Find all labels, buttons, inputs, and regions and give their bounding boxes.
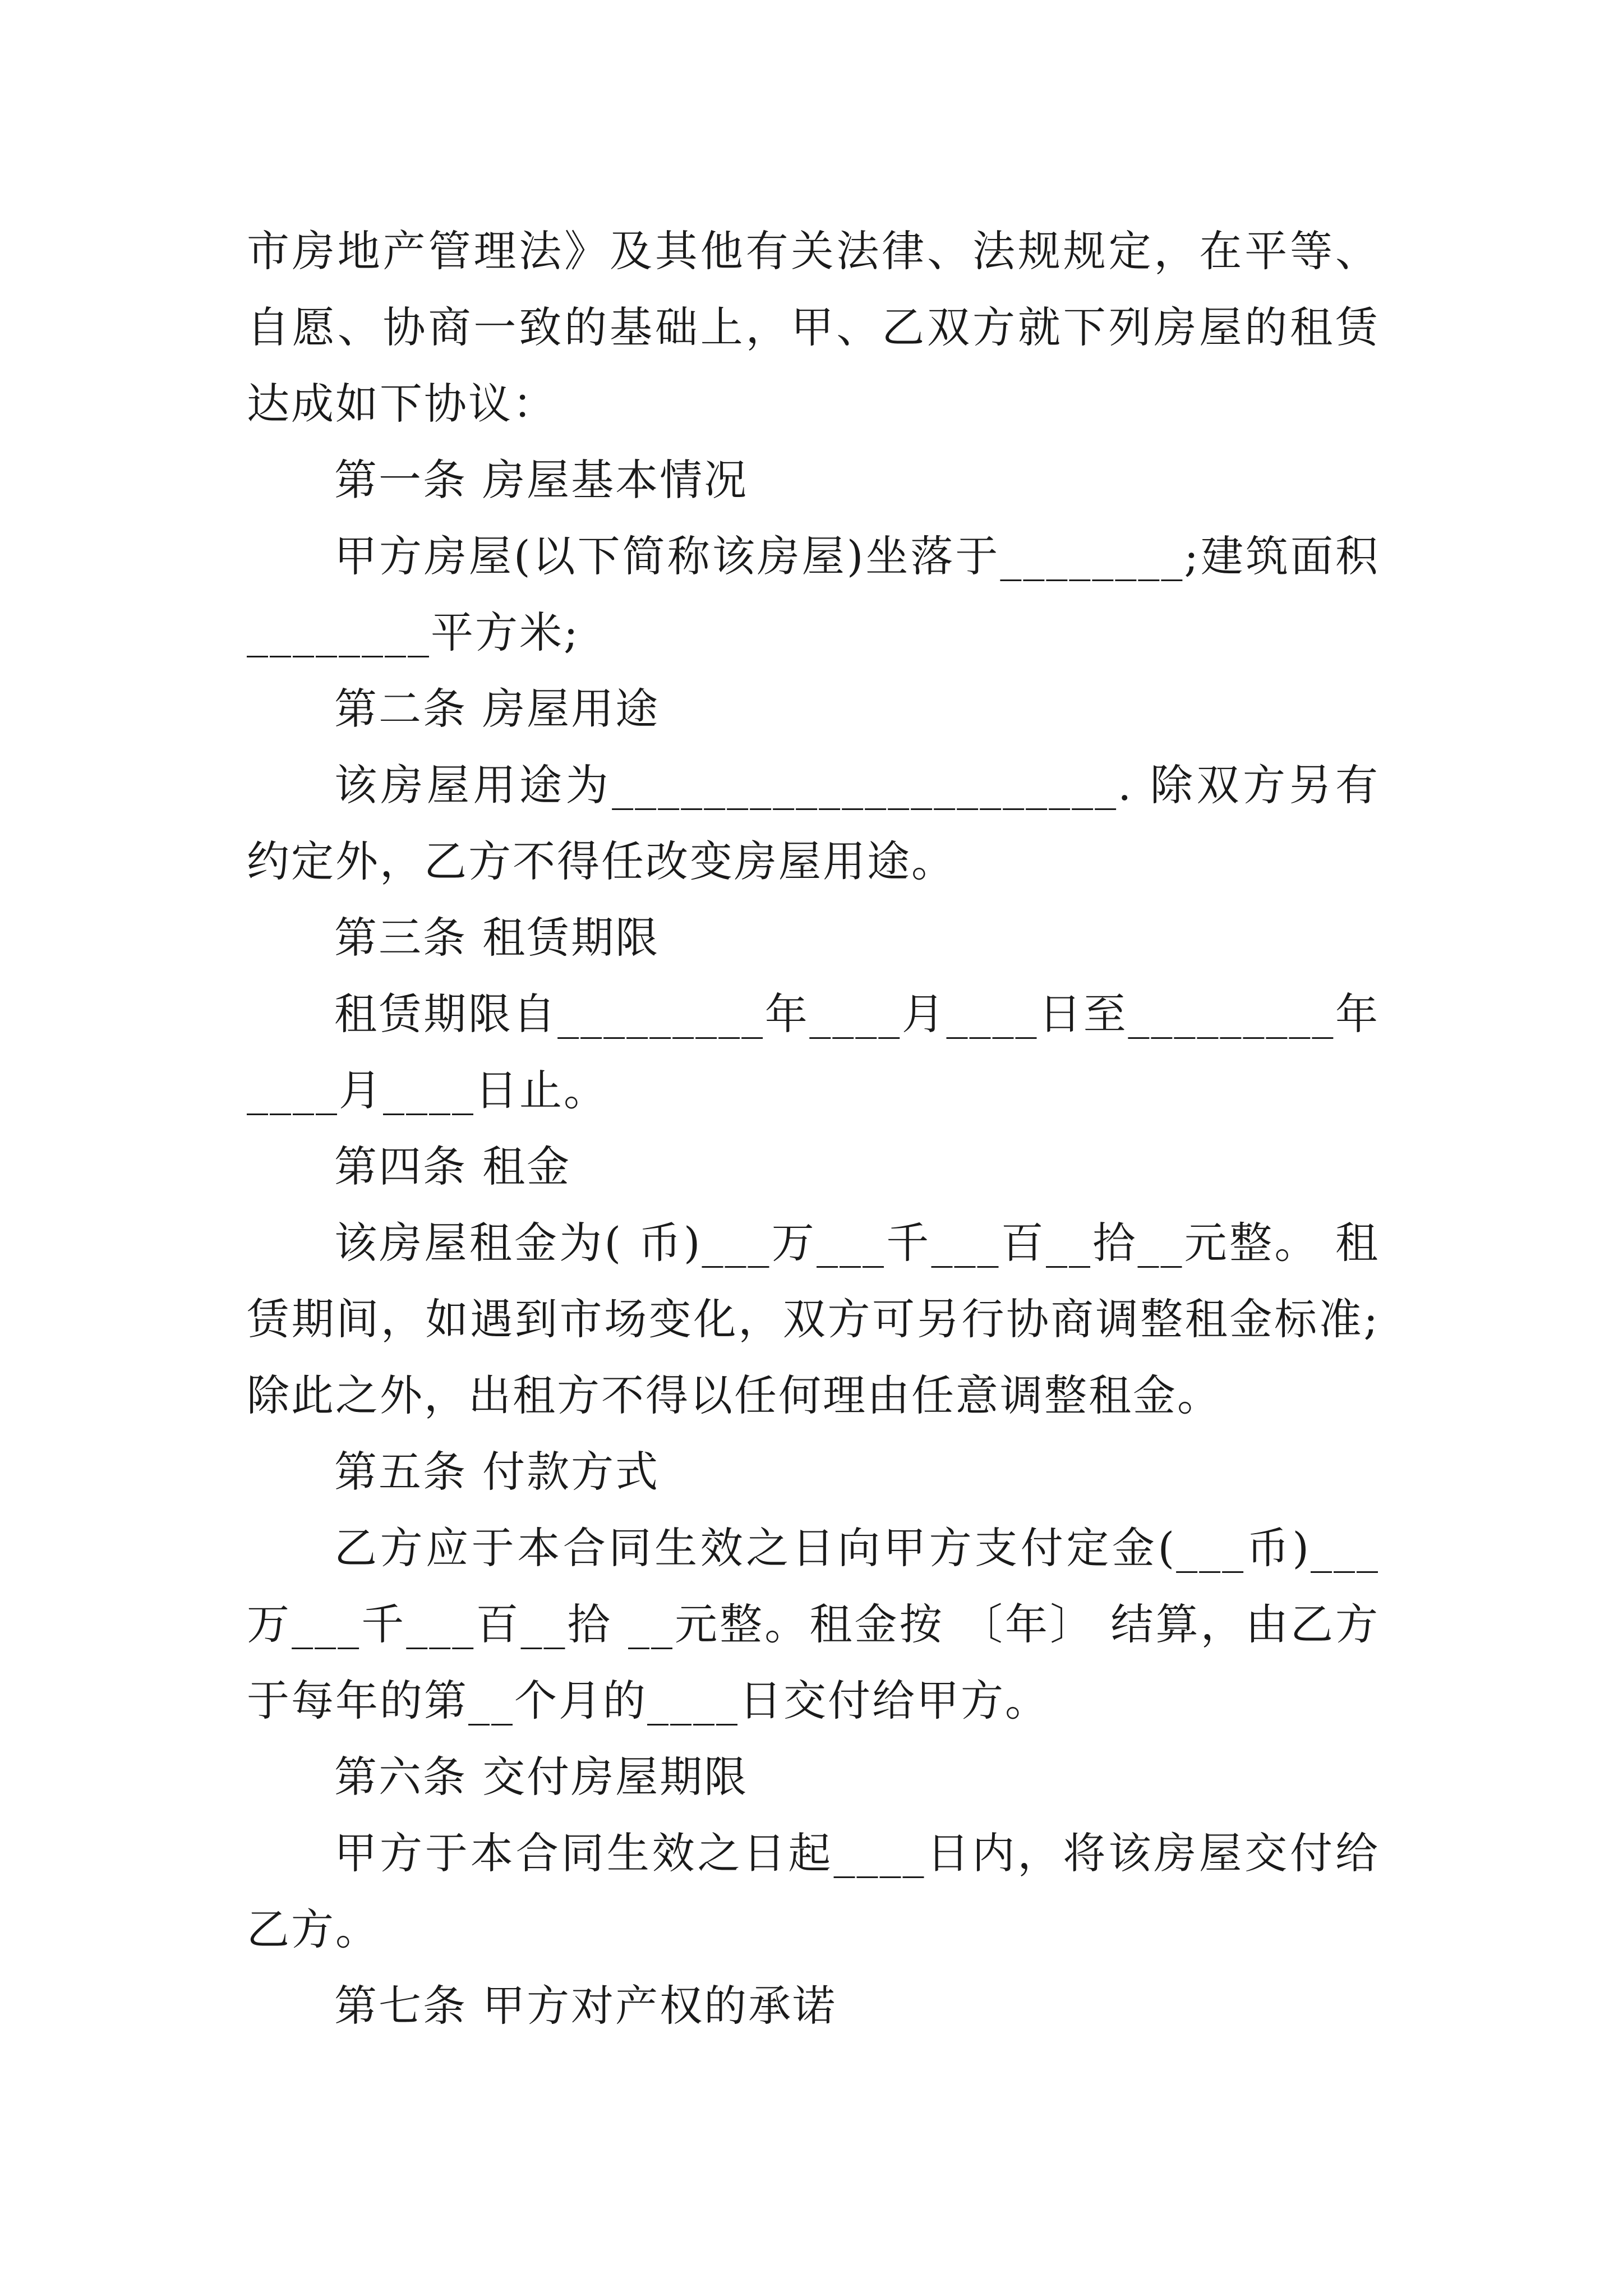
article-3-body: 租赁期限自_________年____月____日至_________年____月____日止。 [247, 989, 1380, 1115]
article-5-body: 乙方应于本合同生效之日向甲方支付定金(___币)___万___千___百__拾 __元整。租金按 〔年〕 结算，由乙方于每年的第__个月的____日交付给甲方。 [247, 1523, 1380, 1726]
article-2-heading: 第二条 房屋用途 [334, 684, 660, 734]
article-4-body: 该房屋租金为( 币)___万___千___百__拾__元整。 租赁期间，如遇到市场变化，双方可另行协商调整租金标准;除此之外，出租方不得以任何理由任意调整租金。 [247, 1218, 1380, 1420]
paragraph-intro: 市房地产管理法》及其他有关法律、法规规定，在平等、自愿、协商一致的基础上，甲、乙双方就下列房屋的租赁达成如下协议： [247, 226, 1380, 429]
article-3-heading: 第三条 租赁期限 [334, 913, 660, 963]
article-5-heading: 第五条 付款方式 [334, 1447, 660, 1497]
article-6-heading: 第六条 交付房屋期限 [334, 1752, 749, 1802]
article-7-heading: 第七条 甲方对产权的承诺 [334, 1981, 837, 2031]
article-1-body: 甲方房屋(以下简称该房屋)坐落于________;建筑面积________平方米; [247, 531, 1380, 657]
article-4-heading: 第四条 租金 [334, 1142, 571, 1191]
article-1-heading: 第一条 房屋基本情况 [334, 455, 749, 505]
article-6-body: 甲方于本合同生效之日起____日内，将该房屋交付给乙方。 [247, 1828, 1380, 1954]
document-body [247, 213, 1380, 2044]
article-2-body: 该房屋用途为______________________. 除双方另有约定外，乙方不得任改变房屋用途。 [247, 760, 1380, 886]
